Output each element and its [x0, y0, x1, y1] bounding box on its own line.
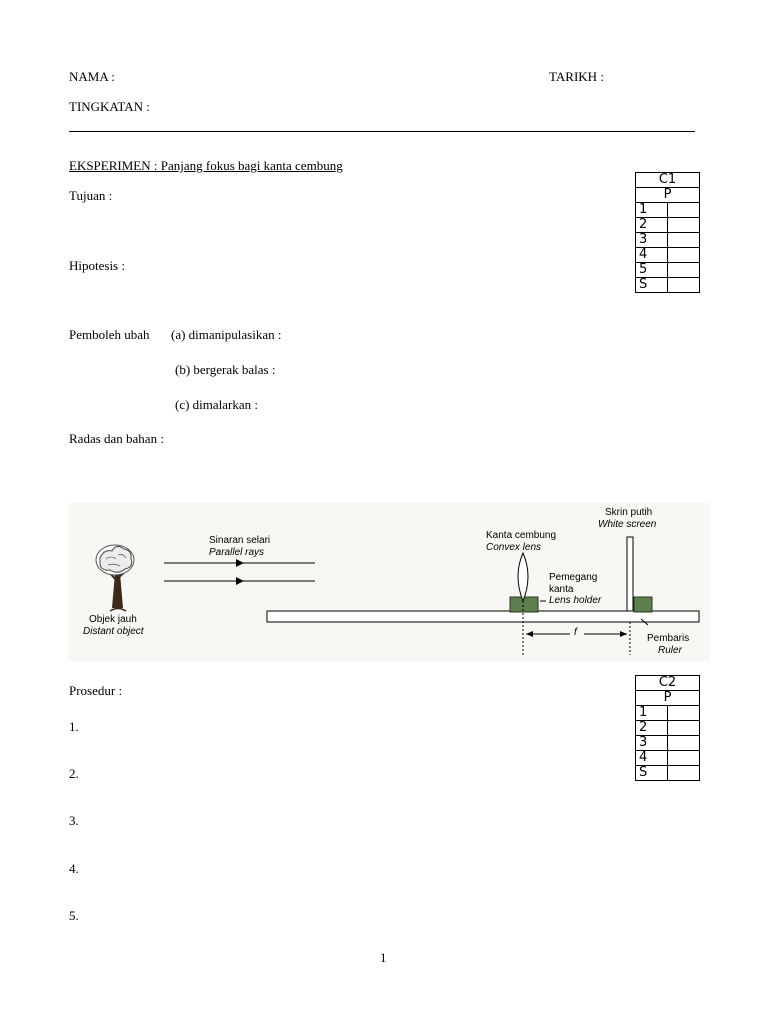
table-code: C2	[636, 676, 700, 691]
focal-length-label: f	[574, 627, 577, 638]
ruler-label-ms: Pembaris	[647, 633, 690, 644]
experiment-title	[69, 158, 343, 174]
table-p-header: P	[636, 188, 700, 203]
table-row-label: S	[636, 766, 668, 781]
convex-lens-shape	[518, 553, 528, 601]
tree-icon	[96, 545, 134, 611]
page-number: 1	[380, 950, 387, 965]
fixed-variable-label: (c) dimalarkan :	[175, 397, 259, 412]
ruler-bar	[267, 611, 699, 622]
table-code: C1	[636, 173, 700, 188]
tarikh-label: TARIKH :	[549, 69, 604, 84]
tujuan-label: Tujuan :	[69, 188, 113, 203]
table-p-header: P	[636, 691, 700, 706]
step-number: 1.	[69, 719, 79, 734]
experiment-label: EKSPERIMEN	[69, 158, 151, 173]
holder-label-ms-2: kanta	[549, 584, 574, 595]
table-row-label: 2	[636, 218, 668, 233]
table-row-label: 1	[636, 706, 668, 721]
table-row-label: 3	[636, 736, 668, 751]
experiment-topic: : Panjang fokus bagi kanta cembung	[153, 158, 343, 173]
table-row-label: 3	[636, 233, 668, 248]
step-number: 5.	[69, 908, 79, 923]
table-row-label: 1	[636, 203, 668, 218]
score-cell[interactable]	[668, 751, 700, 766]
lens-label-ms: Kanta cembung	[486, 530, 557, 541]
prosedur-label: Prosedur :	[69, 683, 123, 698]
object-label-ms: Objek jauh	[89, 614, 137, 625]
step-number: 4.	[69, 861, 79, 876]
hipotesis-label: Hipotesis :	[69, 258, 125, 273]
holder-label-ms-1: Pemegang	[549, 572, 598, 583]
parallel-rays	[164, 559, 315, 585]
score-table-c1	[635, 172, 700, 293]
pemboleh-ubah-label: Pemboleh ubah	[69, 327, 150, 342]
score-cell[interactable]	[668, 706, 700, 721]
manipulated-variable-label: (a) dimanipulasikan :	[171, 327, 282, 342]
score-cell[interactable]	[668, 203, 700, 218]
separator-line	[69, 131, 695, 132]
object-label-en: Distant object	[83, 626, 144, 637]
screen-label-ms: Skrin putih	[605, 507, 653, 518]
score-cell[interactable]	[668, 233, 700, 248]
score-cell[interactable]	[668, 248, 700, 263]
score-cell[interactable]	[668, 218, 700, 233]
ruler-label-en: Ruler	[658, 645, 682, 656]
table-row-label: 5	[636, 263, 668, 278]
score-cell[interactable]	[668, 278, 700, 293]
table-row-label: 4	[636, 248, 668, 263]
radas-label: Radas dan bahan :	[69, 431, 164, 446]
holder-label-en: Lens holder	[549, 595, 602, 606]
screen-label-en: White screen	[598, 519, 657, 530]
rays-label-ms: Sinaran selari	[209, 535, 271, 546]
score-cell[interactable]	[668, 721, 700, 736]
rays-label-en: Parallel rays	[209, 547, 265, 558]
white-screen-shape	[627, 537, 633, 611]
score-table-c2	[635, 675, 700, 781]
score-cell[interactable]	[668, 263, 700, 278]
tingkatan-label: TINGKATAN :	[69, 99, 150, 114]
table-row-label: S	[636, 278, 668, 293]
apparatus-diagram	[68, 503, 710, 661]
score-cell[interactable]	[668, 736, 700, 751]
step-number: 2.	[69, 766, 79, 781]
responding-variable-label: (b) bergerak balas :	[175, 362, 276, 377]
step-number: 3.	[69, 813, 79, 828]
table-row-label: 4	[636, 751, 668, 766]
screen-stand-block	[634, 597, 652, 612]
nama-label: NAMA :	[69, 69, 115, 84]
score-cell[interactable]	[668, 766, 700, 781]
lens-label-en: Convex lens	[486, 542, 542, 553]
table-row-label: 2	[636, 721, 668, 736]
